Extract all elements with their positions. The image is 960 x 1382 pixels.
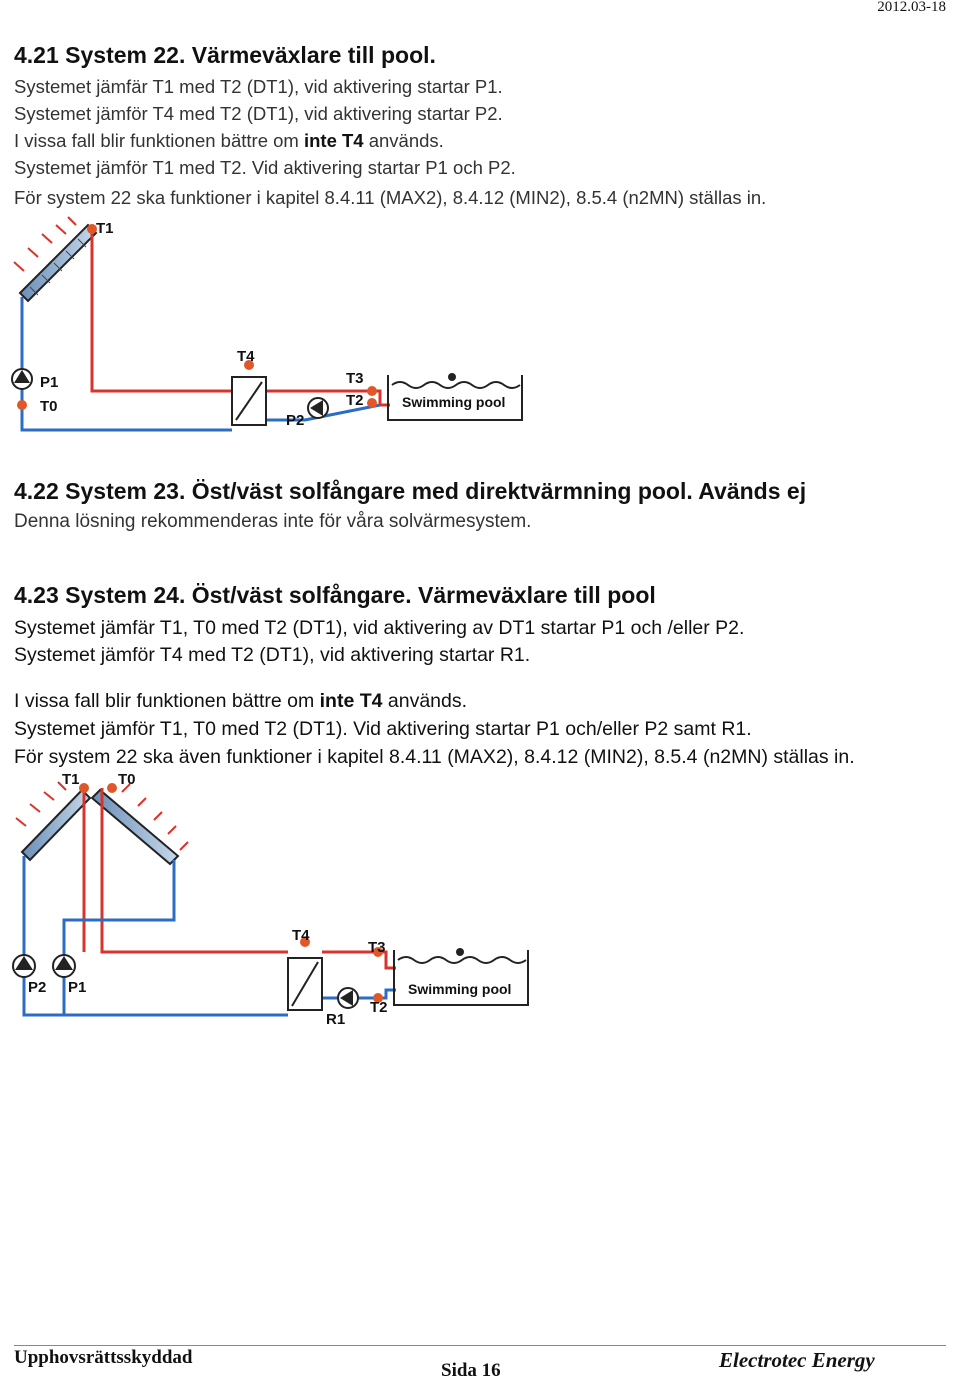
sensor-t0-dot xyxy=(107,783,117,793)
label-t1: T1 xyxy=(62,771,80,788)
return-pipe-west xyxy=(64,860,174,950)
sensor-t0-dot xyxy=(17,400,27,410)
label-t3: T3 xyxy=(368,939,386,956)
flow-pipe-p1 xyxy=(92,229,232,391)
section-21-title: 4.21 System 22. Värmeväxlare till pool. xyxy=(14,42,436,68)
swimming-pool xyxy=(388,373,522,420)
line-3-bold: inte T4 xyxy=(319,690,383,712)
line-3-pre: I vissa fall blir funktionen bättre om xyxy=(14,130,304,151)
pool-label: Swimming pool xyxy=(402,394,506,410)
line-3-post: används. xyxy=(363,130,444,151)
solar-collector xyxy=(20,225,96,301)
footer-company: Electrotec Energy xyxy=(719,1348,875,1372)
return-pipe-pool xyxy=(322,990,396,998)
section-23-line-4: Systemet jämför T1, T0 med T2 (DT1). Vid aktivering startar P1 och/eller P2 samt R1. xyxy=(14,718,752,740)
label-p2: P2 xyxy=(286,412,305,429)
label-r1: R1 xyxy=(326,1011,346,1028)
swimming-pool xyxy=(394,948,528,1005)
footer-page-number: Sida 16 xyxy=(441,1360,501,1381)
line-3-bold: inte T4 xyxy=(303,130,364,151)
solar-collector-west xyxy=(92,790,178,864)
footer-rule xyxy=(14,1345,946,1346)
pool-label: Swimming pool xyxy=(408,981,512,997)
swimmer-icon xyxy=(456,948,464,956)
section-21-line-1: Systemet jämfär T1 med T2 (DT1), vid aktivering startar P1. xyxy=(14,76,503,97)
section-23-line-2: Systemet jämför T4 med T2 (DT1), vid aktivering startar R1. xyxy=(14,644,531,666)
solar-collector-east xyxy=(22,790,90,860)
label-p2: P2 xyxy=(28,979,47,996)
section-23-line-1: Systemet jämfär T1, T0 med T2 (DT1), vid aktivering av DT1 startar P1 och /eller P2. xyxy=(14,617,745,639)
label-t3: T3 xyxy=(346,370,364,387)
system-24-diagram xyxy=(0,770,545,1040)
flow-pipe-west xyxy=(102,788,288,952)
pump-p1-icon xyxy=(12,369,32,389)
section-23-line-3 xyxy=(14,690,467,713)
sensor-t3-dot xyxy=(367,386,377,396)
section-23-title: 4.23 System 24. Öst/väst solfångare. Värmeväxlare till pool xyxy=(14,582,656,608)
section-22-title: 4.22 System 23. Öst/väst solfångare med direktvärmning pool. Avänds ej xyxy=(14,478,807,504)
sensor-t1-dot xyxy=(79,783,89,793)
line-3-pre: I vissa fall blir funktionen bättre om xyxy=(14,690,320,712)
label-t0: T0 xyxy=(40,398,58,415)
swimmer-icon xyxy=(448,373,456,381)
document-date: 2012.03-18 xyxy=(877,0,946,15)
label-t4: T4 xyxy=(237,348,255,365)
section-22-line: Denna lösning rekommenderas inte för våra solvärmesystem. xyxy=(14,511,532,532)
label-t0: T0 xyxy=(118,771,136,788)
section-21-line-4: Systemet jämför T1 med T2. Vid aktivering startar P1 och P2. xyxy=(14,157,516,178)
label-t4: T4 xyxy=(292,927,310,944)
label-p1: P1 xyxy=(40,374,59,391)
pump-p2-icon xyxy=(308,398,328,418)
footer-copyright: Upphovsrättsskyddad xyxy=(14,1347,193,1368)
pump-p1-icon xyxy=(53,955,75,977)
system-22-diagram xyxy=(0,215,540,440)
section-21-line-2: Systemet jämför T4 med T2 (DT1), vid aktivering startar P2. xyxy=(14,103,503,124)
section-23-line-5: För system 22 ska även funktioner i kapitel 8.4.11 (MAX2), 8.4.12 (MIN2), 8.5.4 (n2MN) ställas in. xyxy=(14,746,855,768)
label-p1: P1 xyxy=(68,979,87,996)
label-t2: T2 xyxy=(370,999,388,1016)
pump-r1-icon xyxy=(338,988,358,1008)
label-t1: T1 xyxy=(96,220,114,237)
line-3-post: används. xyxy=(382,690,468,712)
section-21-line-5: För system 22 ska funktioner i kapitel 8.4.11 (MAX2), 8.4.12 (MIN2), 8.5.4 (n2MN) ställas in. xyxy=(14,187,767,208)
section-21-line-3 xyxy=(14,130,444,152)
sensor-t2-dot xyxy=(367,398,377,408)
pump-p2-icon xyxy=(13,955,35,977)
label-t2: T2 xyxy=(346,392,364,409)
